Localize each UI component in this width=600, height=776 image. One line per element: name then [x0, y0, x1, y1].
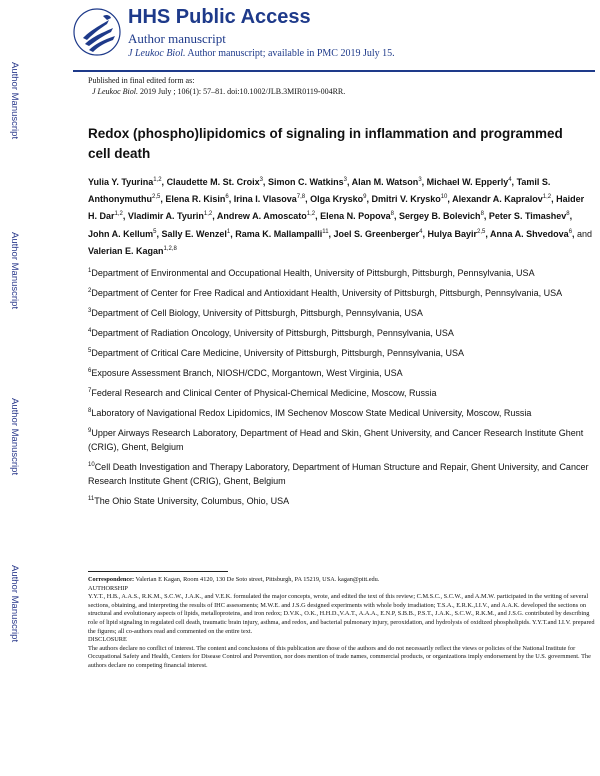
side-label-2: Author Manuscript	[9, 232, 20, 310]
journal-availability	[128, 48, 395, 59]
affiliation-number: 5	[88, 348, 92, 354]
author	[352, 177, 422, 187]
author	[234, 194, 305, 204]
author-affiliation-sup: 8	[390, 211, 394, 218]
author	[372, 194, 448, 204]
author-affiliation-sup: 1,2,8	[163, 245, 177, 252]
author-name: Alexandr A. Kapralov	[452, 194, 543, 205]
affiliation-list	[88, 264, 593, 512]
author-name: Elena R. Kisin	[165, 194, 226, 205]
affiliation	[88, 304, 593, 320]
affiliation-number: 2	[88, 288, 92, 294]
footnote-rule	[88, 571, 228, 572]
affiliation-number: 1	[88, 268, 92, 274]
author-affiliation-sup: 2,5	[476, 228, 486, 235]
author-name: Haider H. Dar	[88, 194, 585, 222]
affiliation-number: 3	[88, 308, 92, 314]
author	[217, 211, 315, 221]
availability-text: Author manuscript; available in PMC 2019 July 15.	[185, 48, 395, 59]
author-affiliation-sup: 8	[480, 211, 484, 218]
published-label: Published in final edited form as:	[88, 76, 195, 85]
author-name: Joel S. Greenberger	[333, 228, 420, 239]
author-affiliation-sup: 10	[440, 194, 448, 201]
author	[167, 177, 263, 187]
author-name: Yulia Y. Tyurina	[88, 177, 154, 187]
affiliation-text: Exposure Assessment Branch, NIOSH/CDC, Morgantown, West Virginia, USA	[91, 368, 403, 378]
author-affiliation-sup: 8	[566, 211, 570, 218]
hhs-eagle-logo-icon	[73, 8, 123, 60]
author-affiliation-sup: 2,5	[151, 194, 161, 201]
side-label-4: Author Manuscript	[9, 565, 20, 643]
affiliation-number: 11	[88, 496, 95, 502]
author-name: Hulya Bayir	[427, 228, 477, 239]
affiliation-text: Department of Environmental and Occupational Health, University of Pittsburgh, Pittsburgh, Pennsylvania, USA	[91, 268, 535, 278]
author	[490, 229, 572, 239]
manuscript-label: Author manuscript	[128, 31, 226, 46]
author-affiliation-sup: 1,2	[114, 211, 123, 218]
author	[268, 177, 347, 187]
author-name: Andrew A. Amoscato	[216, 211, 307, 222]
correspondence	[88, 576, 598, 585]
affiliation	[88, 324, 593, 340]
author-name: Tamil S. Anthonymuthu	[88, 177, 551, 205]
affiliation	[88, 364, 593, 380]
author-affiliation-sup: 6	[568, 228, 573, 235]
author-name: Vladimir A. Tyurin	[127, 211, 204, 222]
author-affiliation-sup: 4	[419, 228, 423, 235]
disclosure-label: DISCLOSURE	[88, 636, 127, 644]
affiliation-text: Department of Center for Free Radical and Antioxidant Health, University of Pittsburgh, Pittsburgh, Pennsylvania, USA	[91, 288, 563, 298]
hhs-title: HHS Public Access	[128, 6, 311, 28]
side-label-3: Author Manuscript	[9, 398, 20, 476]
affiliation-number: 9	[88, 428, 92, 434]
affiliation-text: Department of Radiation Oncology, University of Pittsburgh, Pittsburgh, Pennsylvania, USA	[91, 328, 454, 338]
author-name: Elena N. Popova	[320, 211, 391, 222]
author	[235, 229, 328, 239]
correspondence-text: Valerian E Kagan, Room 4120, 130 De Soto street, Pittsburgh, PA 15219, USA. kagan@pitt.edu.	[134, 576, 380, 583]
affiliation	[88, 264, 593, 280]
affiliation-text: Federal Research and Clinical Center of Physical-Chemical Medicine, Moscow, Russia	[91, 388, 437, 398]
paper-title: Redox (phospho)lipidomics of signaling in inflammation and programmed cell death	[88, 126, 563, 161]
author	[399, 211, 484, 221]
affiliation-text: Upper Airways Research Laboratory, Department of Head and Skin, Ghent University, and Cancer Research Institute Ghent (CRIG), Ghent, Belgium	[88, 428, 584, 452]
disclosure-text: The authors declare no conflict of interest. The content and conclusions of this publication are those of the authors and do not necessarily reflect the views or policies of the National Institute for Occupational Safety and Health, Centers for Disease Control and Prevention, nor does mention of trade names, commercial products, or organizations imply endorsement by the U.S. government. The authors declare no competing financial interest.	[88, 644, 591, 669]
authorship-text: Y.Y.T., H.B., A.A.S., R.K.M., S.C.W., J.A.K., and V.E.K. formulated the major concepts, wrote, and edited the text of this review; C.M.S.C., S.C.W., and A.M.W. participated in the writing of several sections, obtaining, and interpreting the results of IHC assessments; M.W.E. and J.S.G designed experiments with whole body irradiation; T.S.A., E.R.K.,I.I.V., and A.A.K. developed the sections on structural and evolutionary aspects of lipids, metalloproteins, and iron redox; D.V.K., O.K., H.H.D.,V.A.T., A.A.A., E.N.P, S.B.B., P.S.T., J.A.K., S.C.W., R.K.M., and J.S.G. contributed by describing role of lipid signaling in regulated cell death, traumatic brain injury, asthma, and redox, and bacterial pulmonary injury, peroxidation, and hydrolysis of oxidized phospholipids. Y.Y.T.and I.I.V. prepared the figures; all co-authors read and commented on the entire text.	[88, 593, 595, 635]
author-name: Peter S. Timashev	[488, 211, 567, 222]
author-name: Olga Krysko	[310, 194, 364, 205]
author	[310, 194, 366, 204]
affiliation-text: Laboratory of Navigational Redox Lipidomics, IM Sechenov Moscow State Medical University, Moscow, Russia	[91, 408, 532, 418]
affiliation-number: 6	[88, 368, 92, 374]
side-label-1: Author Manuscript	[9, 62, 20, 140]
author-affiliation-sup: 6	[225, 194, 229, 201]
publication-info	[88, 76, 345, 97]
affiliation	[88, 384, 593, 400]
author-affiliation-sup: 1,2	[153, 177, 162, 183]
citation-details: 2019 July ; 106(1): 57–81. doi:10.1002/JLB.3MIR0119-004RR.	[137, 86, 346, 96]
author-name: Valerian E. Kagan	[88, 245, 164, 256]
affiliation-number: 4	[88, 328, 92, 334]
author-affiliation-sup: 1,2	[203, 211, 213, 218]
author-name: Alan M. Watson	[351, 177, 419, 187]
author-name: Rama K. Mallampalli	[235, 228, 323, 239]
author-affiliation-sup: 4	[508, 177, 512, 183]
hhs-header	[73, 6, 593, 76]
affiliation	[88, 458, 593, 488]
author	[427, 229, 485, 239]
footnotes	[88, 576, 598, 671]
affiliation-text: Cell Death Investigation and Therapy Laboratory, Department of Human Structure and Repair, Ghent University, and Cancer Research Institute Ghent (CRIG), Ghent, Belgium	[88, 462, 589, 486]
author-affiliation-sup: 1	[226, 228, 231, 235]
author-list: Yulia Y. Tyurina$^{1,2}$, Claudette M. St. Croix$^3$, Simon C. Watkins$^3$, Alan M. Watson$^3$, Michael W. Epperly$^4$, Tamil S. Anthonymuthu$^{2,5}$, Elena R. Kisin$^6$, Irina I. Vlasova$^{7,8}$, Olga Krysko$^9$, Dmitri V. Krysko$^{10}$, Alexandr A. Kapralov$^{1,2}$, Haider H. Dar$^{1,2}$, Vladimir A. Tyurin$^{1,2}$, Andrew A. Amoscato$^{1,2}$, Elena N. Popova$^8$, Sergey B. Bolevich$^8$, Peter S. Timashev$^8$, John A. Kellum$^5$, Sally E. Wenzel$^1$, Rama K. Mallampalli$^{11}$, Joel S. Greenberger$^4$, Hulya Bayir$^{2,5}$, Anna A. Shvedova$^6$, and Valerian E. Kagan$^{1,2,8}$	[88, 177, 593, 256]
author-name: Sally E. Wenzel	[161, 228, 227, 239]
author-name: John A. Kellum	[88, 228, 154, 239]
author-name: Sergey B. Bolevich	[399, 211, 481, 222]
affiliation	[88, 404, 593, 420]
author-name: Michael W. Epperly	[426, 177, 509, 187]
affiliation	[88, 492, 593, 508]
author	[162, 229, 231, 239]
author-name: Simon C. Watkins	[267, 177, 344, 187]
author	[334, 229, 423, 239]
affiliation	[88, 424, 593, 454]
header-rule	[73, 70, 595, 72]
author-affiliation-sup: 11	[322, 228, 329, 235]
affiliation-text: The Ohio State University, Columbus, Ohio, USA	[94, 496, 290, 506]
author-affiliation-sup: 5	[153, 228, 157, 235]
author-affiliation-sup: 3	[343, 177, 347, 183]
journal-name: J Leukoc Biol.	[128, 48, 186, 59]
affiliation-number: 10	[88, 462, 95, 468]
author-prefix: and	[577, 228, 593, 239]
author	[489, 211, 570, 221]
author-affiliation-sup: 1,2	[542, 194, 552, 201]
affiliation-text: Department of Cell Biology, University of Pittsburgh, Pittsburgh, Pennsylvania, USA	[91, 308, 423, 318]
affiliation-number: 8	[88, 408, 92, 414]
author	[128, 211, 212, 221]
author-name: Dmitri V. Krysko	[371, 194, 441, 205]
author-affiliation-sup: 3	[418, 177, 422, 183]
author-affiliation-sup: 9	[363, 194, 367, 201]
author-name: Irina I. Vlasova	[233, 194, 297, 205]
affiliation	[88, 344, 593, 360]
citation-journal: J Leukoc Biol.	[92, 86, 138, 96]
author	[165, 194, 228, 204]
affiliation	[88, 284, 593, 300]
author-name: Anna A. Shvedova	[490, 228, 569, 239]
affiliation-text: Department of Critical Care Medicine, University of Pittsburgh, Pittsburgh, Pennsylvania, USA	[91, 348, 464, 358]
author	[452, 194, 551, 204]
author	[88, 229, 157, 239]
author	[427, 177, 512, 187]
author-affiliation-sup: 3	[259, 177, 263, 183]
correspondence-label: Correspondence:	[88, 576, 135, 583]
author-affiliation-sup: 7,8	[296, 194, 306, 201]
authorship-label: AUTHORSHIP	[88, 584, 128, 592]
affiliation-number: 7	[88, 388, 92, 394]
author-affiliation-sup: 1,2	[306, 211, 316, 218]
citation	[88, 87, 345, 98]
author	[88, 177, 162, 187]
author	[320, 211, 394, 221]
author-name: Claudette M. St. Croix	[166, 177, 260, 187]
